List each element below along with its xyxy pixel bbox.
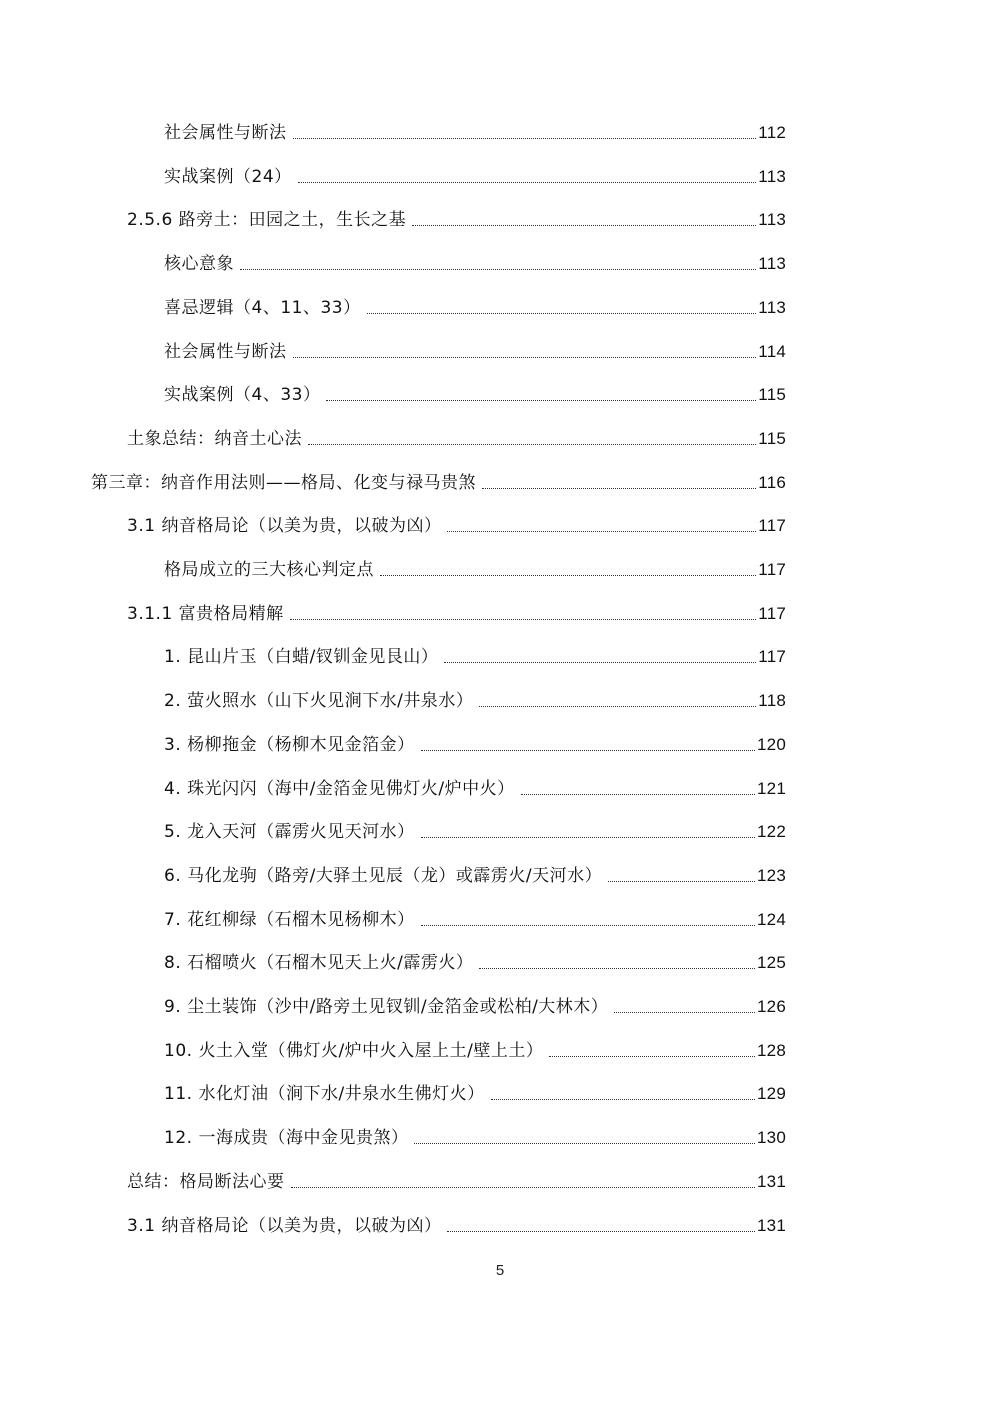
toc-dot-leader: [380, 574, 756, 576]
toc-dot-leader: [614, 1011, 755, 1013]
toc-entry[interactable]: [164, 726, 786, 756]
toc-entry[interactable]: [164, 333, 786, 363]
toc-entry-title: 7. 花红柳绿（石榴木见杨柳木）: [164, 909, 415, 930]
toc-dot-leader: [326, 399, 756, 401]
toc-entry[interactable]: [164, 289, 786, 319]
toc-entry[interactable]: [164, 551, 786, 581]
toc-entry-title: 12. 一海成贵（海中金见贵煞）: [164, 1128, 409, 1149]
toc-entry-page: 113: [758, 166, 786, 186]
toc-entry-title: 社会属性与断法: [164, 341, 287, 362]
toc-entry-page: 115: [758, 385, 786, 405]
toc-dot-leader: [421, 836, 755, 838]
toc-entry[interactable]: [164, 901, 786, 931]
toc-dot-leader: [298, 181, 757, 183]
toc-entry-page: 122: [757, 822, 786, 842]
toc-entry[interactable]: [91, 464, 786, 494]
toc-entry-title: 实战案例（24）: [164, 166, 292, 187]
toc-dot-leader: [479, 967, 755, 969]
toc-entry[interactable]: [164, 245, 786, 275]
toc-entry-page: 113: [758, 254, 786, 274]
toc-entry-page: 125: [757, 953, 786, 973]
toc-entry-page: 117: [758, 647, 786, 667]
toc-entry[interactable]: [127, 1163, 786, 1193]
toc-entry-title: 5. 龙入天河（霹雳火见天河水）: [164, 822, 415, 843]
toc-dot-leader: [421, 924, 755, 926]
toc-dot-leader: [367, 312, 757, 314]
toc-entry-title: 社会属性与断法: [164, 123, 287, 143]
toc-entry[interactable]: [164, 1075, 786, 1105]
toc-dot-leader: [421, 749, 755, 751]
toc-entry[interactable]: [164, 1119, 786, 1149]
toc-entry-title: 8. 石榴喷火（石榴木见天上火/霹雳火）: [164, 953, 474, 974]
toc-dot-leader: [447, 1230, 755, 1232]
toc-entry-page: 117: [758, 560, 786, 579]
toc-entry[interactable]: [164, 988, 786, 1018]
toc-entry[interactable]: [127, 595, 786, 625]
toc-entry-title: 格局成立的三大核心判定点: [164, 560, 374, 580]
toc-entry[interactable]: [164, 944, 786, 974]
toc-entry-title: 4. 珠光闪闪（海中/金箔金见佛灯火/炉中火）: [164, 778, 515, 799]
toc-dot-leader: [479, 705, 756, 707]
toc-entry[interactable]: [164, 376, 786, 406]
toc-dot-leader: [414, 1142, 755, 1144]
toc-entry-page: 113: [758, 297, 786, 317]
toc-entry[interactable]: [164, 682, 786, 712]
toc-entry[interactable]: [164, 114, 786, 144]
toc-entry-page: 126: [757, 997, 786, 1016]
toc-entry-title: 3. 杨柳拖金（杨柳木见金箔金）: [164, 734, 415, 755]
toc-entry[interactable]: [164, 857, 786, 887]
toc-entry-title: 总结：格局断法心要: [127, 1171, 285, 1192]
toc-entry-title: 3.1.1 富贵格局精解: [127, 603, 284, 624]
toc-entry-page: 128: [757, 1040, 786, 1060]
toc-entry-title: 1. 昆山片玉（白蜡/钗钏金见艮山）: [164, 647, 439, 668]
toc-entry-title: 3.1 纳音格局论（以美为贵，以破为凶）: [127, 1215, 442, 1236]
toc-entry-title: 11. 水化灯油（涧下水/井泉水生佛灯火）: [164, 1084, 485, 1105]
toc-entry-page: 112: [758, 123, 786, 142]
toc-entry-page: 117: [758, 516, 786, 536]
toc-entry-page: 113: [758, 210, 786, 230]
toc-entry-page: 118: [758, 691, 786, 711]
toc-entry-page: 123: [757, 865, 786, 885]
toc-entry[interactable]: [164, 770, 786, 800]
toc-entry-page: 117: [758, 603, 786, 623]
toc-dot-leader: [293, 356, 757, 358]
toc-entry-page: 115: [758, 428, 786, 448]
toc-entry-page: 120: [757, 734, 786, 754]
toc-entry-page: 131: [757, 1215, 786, 1235]
toc-entry[interactable]: [164, 158, 786, 188]
toc-entry-title: 实战案例（4、33）: [164, 385, 321, 406]
toc-dot-leader: [491, 1098, 755, 1100]
toc-entry-title: 核心意象: [164, 254, 234, 275]
toc-dot-leader: [291, 1186, 756, 1188]
toc-entry[interactable]: [164, 813, 786, 843]
toc-entry-page: 124: [757, 909, 786, 929]
toc-entry-title: 6. 马化龙驹（路旁/大驿土见辰（龙）或霹雳火/天河水）: [164, 865, 603, 886]
toc-dot-leader: [521, 793, 755, 795]
toc-entry[interactable]: [127, 1207, 786, 1237]
toc-entry[interactable]: [164, 1032, 786, 1062]
toc-entry[interactable]: [127, 507, 786, 537]
page-number: 5: [495, 1262, 505, 1279]
toc-dot-leader: [412, 224, 756, 226]
toc-entry[interactable]: [127, 420, 786, 450]
toc-entry-title: 3.1 纳音格局论（以美为贵，以破为凶）: [127, 516, 442, 537]
toc-dot-leader: [308, 443, 756, 445]
toc-entry-page: 114: [758, 341, 786, 361]
toc-entry-title: 10. 火土入堂（佛灯火/炉中火入屋上土/壁上土）: [164, 1040, 544, 1061]
toc-dot-leader: [482, 487, 756, 489]
toc-entry-title: 土象总结：纳音土心法: [127, 428, 302, 449]
toc-entry-title: 2. 萤火照水（山下火见涧下水/井泉水）: [164, 691, 474, 712]
toc-dot-leader: [290, 618, 757, 620]
toc-dot-leader: [549, 1055, 755, 1057]
toc-dot-leader: [444, 661, 756, 663]
toc-entry-title: 第三章：纳音作用法则——格局、化变与禄马贵煞: [91, 472, 476, 493]
toc-entry[interactable]: [127, 201, 786, 231]
toc-entry-page: 116: [758, 472, 786, 492]
toc-entry[interactable]: [164, 638, 786, 668]
toc-dot-leader: [293, 137, 757, 139]
toc-entry-page: 121: [757, 778, 786, 798]
toc-dot-leader: [240, 268, 756, 270]
toc-entry-title: 2.5.6 路旁土：田园之土，生长之基: [127, 210, 407, 231]
toc-entry-page: 129: [757, 1084, 786, 1104]
toc-entry-title: 9. 尘土装饰（沙中/路旁土见钗钏/金箔金或松柏/大林木）: [164, 997, 609, 1017]
toc-entry-page: 131: [757, 1171, 786, 1191]
toc-dot-leader: [447, 530, 756, 532]
toc-dot-leader: [608, 880, 755, 882]
toc-entry-title: 喜忌逻辑（4、11、33）: [164, 297, 361, 318]
toc-entry-page: 130: [757, 1128, 786, 1148]
